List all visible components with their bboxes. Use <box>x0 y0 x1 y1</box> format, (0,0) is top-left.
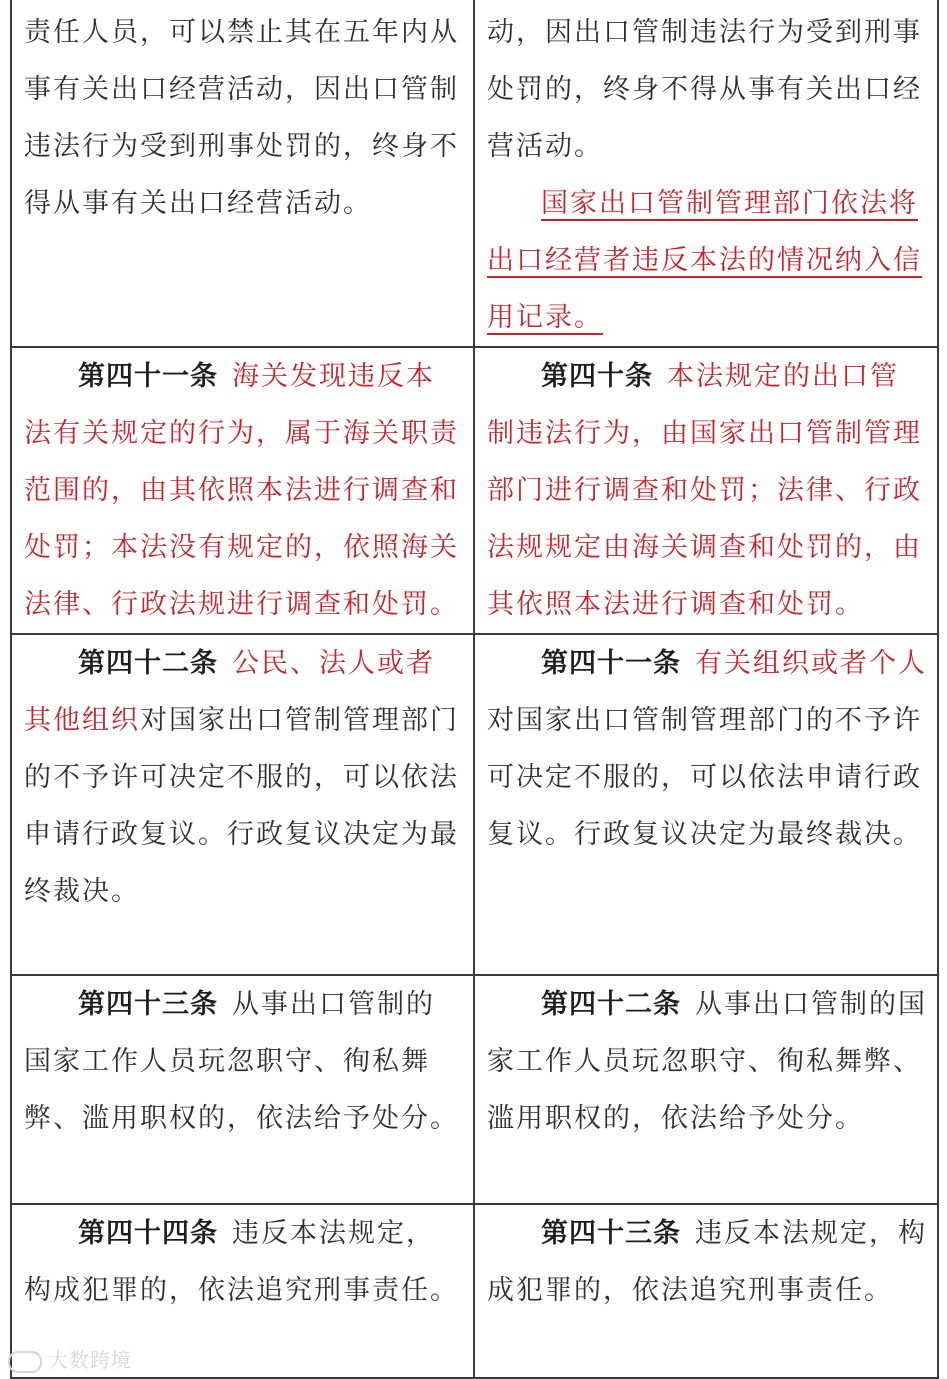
paragraph <box>24 635 463 920</box>
paragraph <box>487 976 927 1147</box>
watermark <box>8 1344 132 1373</box>
comparison-table <box>10 0 939 1379</box>
changed-text: 本法规定的出口管制违法行为，由国家出口管制管理部门进行调查和处罚；法律、行政法规规定由海关调查和处罚的，由其依照本法进行调查和处罚。 <box>487 361 922 620</box>
article-number: 第四十条 <box>541 361 653 392</box>
table-row <box>11 1204 938 1378</box>
old-text-cell <box>11 975 474 1204</box>
new-text-cell <box>474 347 938 634</box>
paragraph <box>487 1205 927 1319</box>
paragraph: 动，因出口管制违法行为受到刑事处罚的，终身不得从事有关出口经营活动。 <box>487 17 922 162</box>
new-text-cell <box>474 975 938 1204</box>
new-text-cell <box>474 634 938 975</box>
added-paragraph <box>487 175 927 346</box>
new-text-cell <box>474 1204 938 1378</box>
body-text: 从事出口管制的国家工作人员玩忽职守、徇私舞弊、滥用职权的，依法给予处分。 <box>24 989 459 1134</box>
changed-text: 公民、法人或者其他组织 <box>24 648 435 736</box>
paragraph <box>487 635 927 863</box>
body-text: 对国家出口管制管理部门的不予许可决定不服的，可以依法申请行政复议。行政复议决定为最终裁决。 <box>487 705 922 850</box>
body-text: 违反本法规定，构成犯罪的，依法追究刑事责任。 <box>487 1218 927 1306</box>
article-number: 第四十二条 <box>541 989 681 1020</box>
article-number: 第四十四条 <box>78 1218 218 1249</box>
article-number: 第四十二条 <box>78 648 218 679</box>
old-text-cell <box>11 634 474 975</box>
old-text-cell <box>11 0 474 347</box>
paragraph: 责任人员，可以禁止其在五年内从事有关出口经营活动，因出口管制违法行为受到刑事处罚的，终身不得从事有关出口经营活动。 <box>24 17 459 219</box>
table-row <box>11 347 938 634</box>
changed-text: 海关发现违反本法有关规定的行为，属于海关职责范围的，由其依照本法进行调查和处罚；本法没有规定的，依照海关法律、行政法规进行调查和处罚。 <box>24 361 459 620</box>
paragraph <box>24 976 463 1147</box>
article-number: 第四十三条 <box>541 1218 681 1249</box>
table-row <box>11 634 938 975</box>
watermark-logo-icon <box>8 1351 42 1373</box>
new-text-cell <box>474 0 938 347</box>
watermark-text: 大数跨境 <box>48 1348 132 1372</box>
table-row <box>11 0 938 347</box>
body-text: 对国家出口管制管理部门的不予许可决定不服的，可以依法申请行政复议。行政复议决定为最终裁决。 <box>24 705 459 907</box>
old-text-cell <box>11 347 474 634</box>
article-number: 第四十一条 <box>541 648 681 679</box>
paragraph <box>24 1205 463 1319</box>
paragraph <box>487 348 927 633</box>
article-number: 第四十一条 <box>78 361 218 392</box>
article-number: 第四十三条 <box>78 989 218 1020</box>
table-row <box>11 975 938 1204</box>
body-text: 从事出口管制的国家工作人员玩忽职守、徇私舞弊、滥用职权的，依法给予处分。 <box>487 989 927 1134</box>
changed-text: 有关组织或者个人 <box>695 648 927 679</box>
added-text: 国家出口管制管理部门依法将出口经营者违反本法的情况纳入信用记录。 <box>487 188 922 333</box>
paragraph <box>24 348 463 633</box>
body-text: 违反本法规定，构成犯罪的，依法追究刑事责任。 <box>24 1218 459 1306</box>
